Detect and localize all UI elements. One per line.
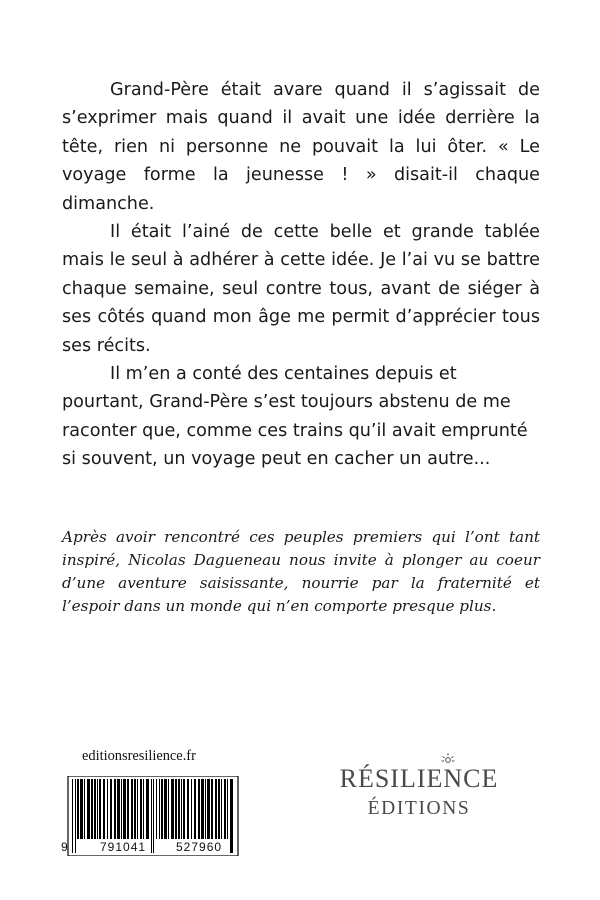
publisher-website: editionsresilience.fr	[82, 748, 196, 764]
barcode-bar	[221, 779, 222, 839]
barcode-bar	[159, 779, 160, 839]
barcode-bar	[75, 779, 76, 853]
barcode-bar	[187, 779, 189, 839]
blurb-paragraph-3: Il m’en a conté des centaines depuis et pourtant, Grand-Père s’est toujours abstenu de me raconter que, comme ces trains qu’il avait emprunté si souvent, un voyage peut en cacher un autre...	[62, 364, 528, 470]
barcode-bar	[201, 779, 204, 839]
barcode-bar	[224, 779, 226, 839]
barcode-bar	[123, 779, 126, 839]
barcode-bar	[161, 779, 163, 839]
publisher-name: RÉSILIENCE	[339, 764, 499, 793]
barcode-bar	[171, 779, 174, 839]
barcode-bar	[77, 779, 79, 839]
barcode-bar	[146, 779, 149, 839]
barcode-bar	[117, 779, 120, 839]
barcode-bar	[121, 779, 122, 839]
barcode-bar	[99, 779, 101, 839]
barcode-bar	[215, 779, 217, 839]
barcode-bar	[110, 779, 112, 839]
author-note	[62, 526, 540, 618]
barcode-bar	[194, 779, 196, 839]
barcode-bar	[181, 779, 182, 839]
barcode-bar	[97, 779, 98, 839]
barcode-bar	[218, 779, 220, 839]
publisher-subtitle: ÉDITIONS	[367, 798, 471, 819]
publisher-logo	[330, 752, 508, 832]
barcode-bar	[87, 779, 90, 839]
barcode-graphic	[56, 776, 240, 856]
barcode-bar	[131, 779, 133, 839]
barcode-bar	[94, 779, 96, 839]
barcode-bar	[80, 779, 83, 839]
barcode-bar	[156, 779, 157, 839]
barcode-bar	[178, 779, 180, 839]
barcode-bar	[175, 779, 177, 839]
barcode-bar	[91, 779, 93, 839]
barcode-lead-digit: 9	[61, 840, 68, 854]
barcode-bar	[191, 779, 192, 839]
barcode-bar	[114, 779, 116, 839]
barcode-bar	[107, 779, 108, 839]
barcode-bar	[137, 779, 138, 839]
barcode-bar	[72, 779, 73, 853]
barcode-bar	[84, 779, 85, 839]
barcode-bar	[205, 779, 206, 839]
isbn-barcode	[56, 776, 240, 856]
barcode-bar	[151, 779, 152, 853]
blurb-paragraph-2: Il était l’ainé de cette belle et grande tablée mais le seul à adhérer à cette idée. Je l’ai vu se battre chaque semaine, seul contre tous, avant de siéger à ses côtés quand mon âge me permit d’apprécier tous ses récits.	[62, 222, 540, 356]
barcode-bar	[103, 779, 105, 839]
barcode-bar	[134, 779, 136, 839]
blurb-paragraph-1: Grand-Père était avare quand il s’agissait de s’exprimer mais quand il avait une idée derrière la tête, rien ni personne ne pouvait la lui ôter. « Le voyage forme la jeunesse ! » disait-il chaque dimanche.	[62, 80, 540, 214]
barcode-left-digits: 791041	[100, 840, 147, 854]
back-cover-blurb	[62, 76, 540, 474]
barcode-bar	[127, 779, 129, 839]
author-note-text: Après avoir rencontré ces peuples premiers qui l’ont tant inspiré, Nicolas Dagueneau nous invite à plonger au coeur d’une aventure saisissante, nourrie par la fraternité et l’espoir dans un monde qui n’en comporte presque plus.	[62, 528, 540, 615]
barcode-bar	[207, 779, 210, 839]
barcode-bar	[168, 779, 169, 839]
barcode-bar	[211, 779, 213, 839]
barcode-bar	[164, 779, 167, 839]
barcode-bar	[227, 779, 228, 839]
barcode-right-digits: 527960	[176, 840, 223, 854]
barcode-bar	[153, 779, 154, 853]
barcode-bar	[143, 779, 144, 839]
barcode-bar	[140, 779, 142, 839]
barcode-bar	[230, 779, 233, 853]
barcode-bar	[183, 779, 185, 839]
barcode-bar	[198, 779, 200, 839]
